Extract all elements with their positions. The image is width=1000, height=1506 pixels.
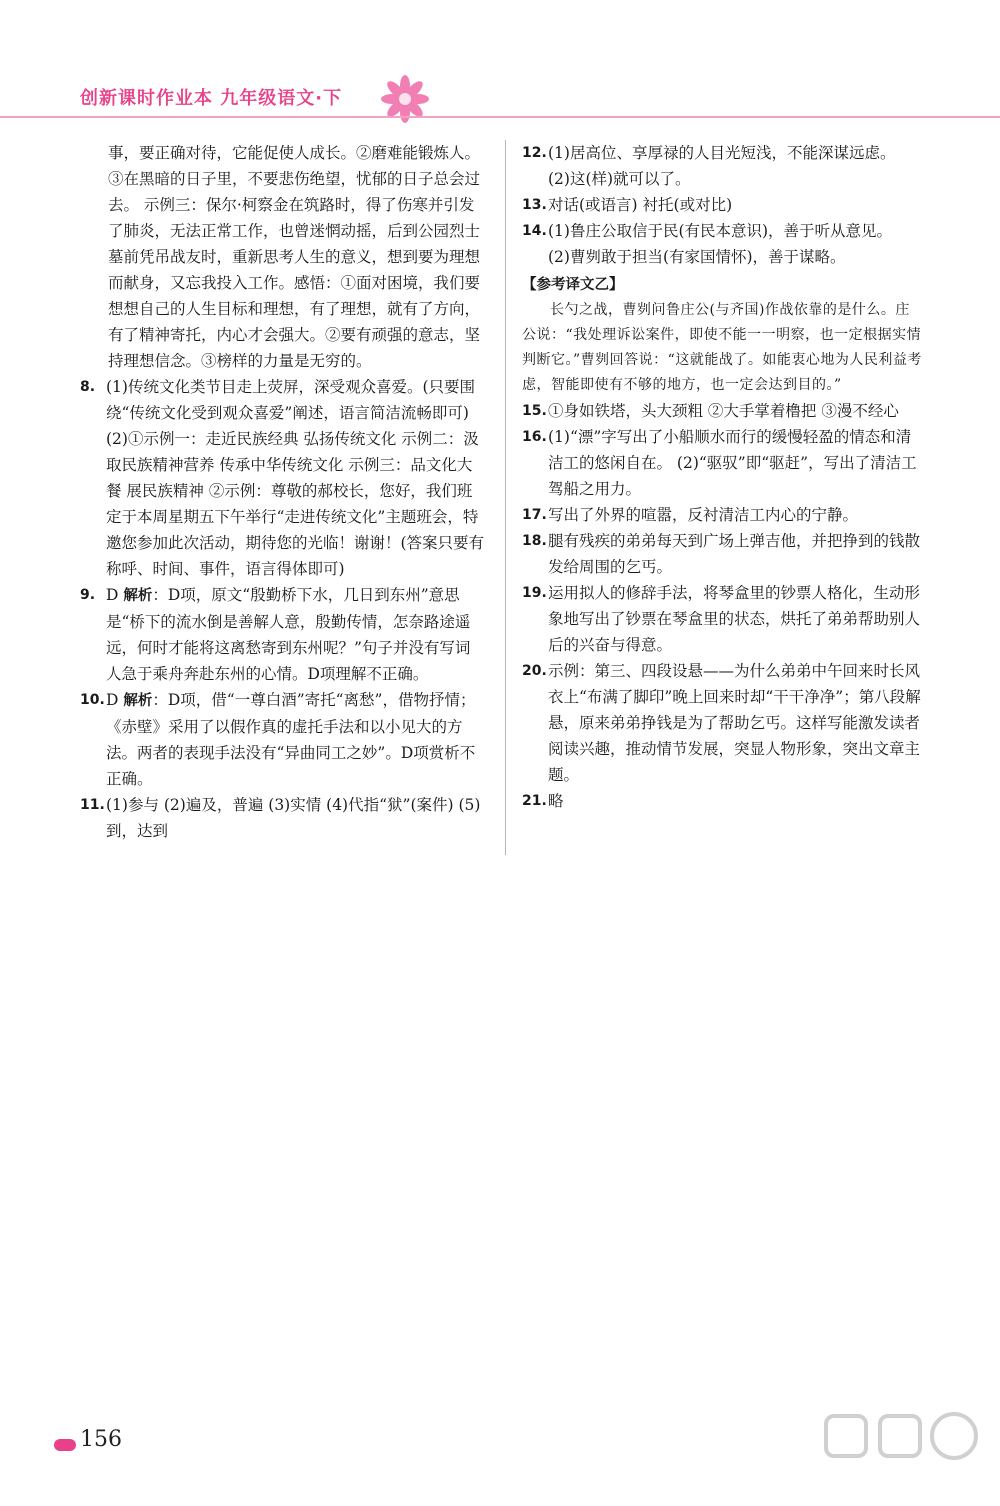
answer-number: 14. bbox=[522, 223, 547, 239]
answer-body: ①身如铁塔，头大颈粗 ②大手掌着橹把 ③漫不经心 bbox=[548, 402, 899, 420]
answer-item bbox=[522, 502, 922, 528]
answer-choice: D bbox=[106, 691, 124, 709]
answer-item bbox=[522, 528, 922, 580]
left-column bbox=[80, 140, 485, 844]
answer-text bbox=[548, 424, 922, 502]
answer-item bbox=[522, 218, 922, 244]
answer-text bbox=[106, 687, 485, 792]
answer-number: 13. bbox=[522, 197, 547, 213]
column-divider bbox=[505, 140, 506, 855]
answer-body: 运用拟人的修辞手法，将琴盒里的钞票人格化，生动形象地写出了钞票在琴盒里的状态，烘托了弟弟帮助别人后的兴奋与得意。 bbox=[548, 584, 921, 654]
answer-text bbox=[548, 502, 922, 528]
answer-text bbox=[548, 140, 922, 166]
answer-body: (2)曹刿敢于担当(有家国情怀)，善于谋略。 bbox=[548, 248, 846, 266]
answer-body: 对话(或语言) 衬托(或对比) bbox=[548, 196, 733, 214]
answer-item bbox=[80, 374, 485, 582]
answer-number: 18. bbox=[522, 533, 547, 549]
answer-number: 8. bbox=[80, 379, 96, 395]
answer-text bbox=[106, 582, 485, 687]
answer-body: (1)参与 (2)遍及，普遍 (3)实情 (4)代指“狱”(案件) (5)到，达到 bbox=[106, 796, 481, 840]
answer-body: ：D项，借“一尊白酒”寄托“离愁”，借物抒情；《赤壁》采用了以假作真的虚托手法和以小见大的方法。两者的表现手法没有“异曲同工之妙”。D项赏析不正确。 bbox=[106, 691, 476, 788]
answer-item bbox=[522, 244, 922, 270]
answer-body: (2)这(样)就可以了。 bbox=[548, 170, 691, 188]
answer-body: ：D项，原文“殷勤桥下水，几日到东州”意思是“桥下的流水倒是善解人意，殷勤传情，怎奈路途遥远，何时才能将这离愁寄到东州呢？”句子并没有写词人急于乘舟奔赴东州的心情。D项理解不正确。 bbox=[106, 586, 471, 683]
answer-number: 17. bbox=[522, 507, 547, 523]
answer-number: 19. bbox=[522, 585, 547, 601]
answer-body: 腿有残疾的弟弟每天到广场上弹吉他，并把挣到的钱散发给周围的乞丐。 bbox=[548, 532, 921, 576]
answer-number bbox=[522, 244, 548, 270]
answer-body: (1)“漂”字写出了小船顺水而行的缓慢轻盈的情态和清洁工的悠闲自在。 (2)“驱驭”即“驱赶”，写出了清洁工驾船之用力。 bbox=[548, 428, 917, 498]
page-badge-icon bbox=[54, 1439, 76, 1451]
answer-item bbox=[522, 788, 922, 814]
answer-number: 16. bbox=[522, 429, 547, 445]
answer-text bbox=[548, 166, 922, 192]
answer-number: 20. bbox=[522, 663, 547, 679]
answer-body: (1)鲁庄公取信于民(有民本意识)，善于听从意见。 bbox=[548, 222, 893, 240]
answer-number: 10. bbox=[80, 692, 105, 708]
answer-number: 15. bbox=[522, 403, 547, 419]
right-column bbox=[522, 140, 922, 814]
answer-item bbox=[522, 658, 922, 788]
answer-text bbox=[548, 192, 922, 218]
page-header bbox=[0, 78, 1000, 118]
reference-translation-body: 长勺之战，曹刿问鲁庄公(与齐国)作战依靠的是什么。庄公说：“我处理诉讼案件，即使不能一一明察，也一定根据实情判断它。”曹刿回答说：“这就能战了。如能衷心地为人民利益考虑，智能即使有不够的地方，也一定会达到目的。” bbox=[522, 302, 922, 393]
answer-body: 示例：第三、四段设悬——为什么弟弟中午回来时长风衣上“布满了脚印”晚上回来时却“干干净净”；第八段解悬，原来弟弟挣钱是为了帮助乞丐。这样写能激发读者阅读兴趣，推动情节发展，突显人物形象，突出文章主题。 bbox=[548, 662, 921, 784]
analysis-label: 解析 bbox=[123, 693, 153, 709]
answer-number: 9. bbox=[80, 587, 96, 603]
analysis-label: 解析 bbox=[123, 588, 153, 604]
answer-body: 略 bbox=[548, 792, 564, 810]
answer-number: 21. bbox=[522, 793, 547, 809]
answer-text bbox=[548, 528, 922, 580]
answer-item bbox=[522, 192, 922, 218]
answer-text bbox=[548, 788, 922, 814]
answer-body: (1)传统文化类节目走上荧屏，深受观众喜爱。(只要围绕“传统文化受到观众喜爱”阐述，语言简洁流畅即可) (2)①示例一：走近民族经典 弘扬传统文化 示例二：汲取民族精神营养 传承中华传统文化 示例三：品文化大餐 展民族精神 ②示例：尊敬的郝校长，您好，我们班定于本周星期五下午举行“走进传统文化”主题班会，特邀您参加此次活动，期待您的光临！谢谢！(答案只要有称呼、时间、事件，语言得体即可) bbox=[106, 378, 485, 578]
answer-text bbox=[106, 792, 485, 844]
answer-text bbox=[548, 218, 922, 244]
answer-item bbox=[522, 398, 922, 424]
answer-number bbox=[522, 166, 548, 192]
page-number: 156 bbox=[80, 1427, 122, 1452]
answer-item bbox=[522, 580, 922, 658]
answer-number: 12. bbox=[522, 145, 547, 161]
answer-text bbox=[548, 244, 922, 270]
answer-item bbox=[80, 687, 485, 792]
header-title: 创新课时作业本 九年级语文·下 bbox=[80, 88, 343, 109]
answer-text bbox=[548, 398, 922, 424]
answer-item bbox=[522, 140, 922, 166]
answer-item bbox=[80, 582, 485, 687]
answer-body: 写出了外界的喧嚣，反衬清洁工内心的宁静。 bbox=[548, 506, 859, 524]
continued-answer: 事，要正确对待，它能促使人成长。②磨难能锻炼人。③在黑暗的日子里，不要悲伤绝望，忧郁的日子总会过去。 示例三：保尔·柯察金在筑路时，得了伤寒并引发了肺炎，无法正常工作，也曾迷惘动摇，后到公园烈士墓前凭吊战友时，重新思考人生的意义，想到要为理想而献身，又忘我投入工作。感悟：①面对困境，我们要想想自己的人生目标和理想，有了理想，就有了方向，有了精神寄托，内心才会强大。②要有顽强的意志，坚持理想信念。③榜样的力量是无穷的。 bbox=[108, 144, 481, 370]
answer-item bbox=[522, 166, 922, 192]
answer-number: 11. bbox=[80, 797, 105, 813]
answer-item bbox=[80, 792, 485, 844]
reference-translation-title: 【参考译文乙】 bbox=[522, 277, 624, 293]
answer-body: (1)居高位、享厚禄的人目光短浅，不能深谋远虑。 bbox=[548, 144, 896, 162]
header-rule bbox=[0, 116, 1000, 118]
watermark-logo-icon bbox=[818, 1410, 988, 1500]
answer-text bbox=[548, 580, 922, 658]
answer-text bbox=[106, 374, 485, 582]
answer-text bbox=[548, 658, 922, 788]
answer-choice: D bbox=[106, 586, 124, 604]
answer-item bbox=[522, 424, 922, 502]
